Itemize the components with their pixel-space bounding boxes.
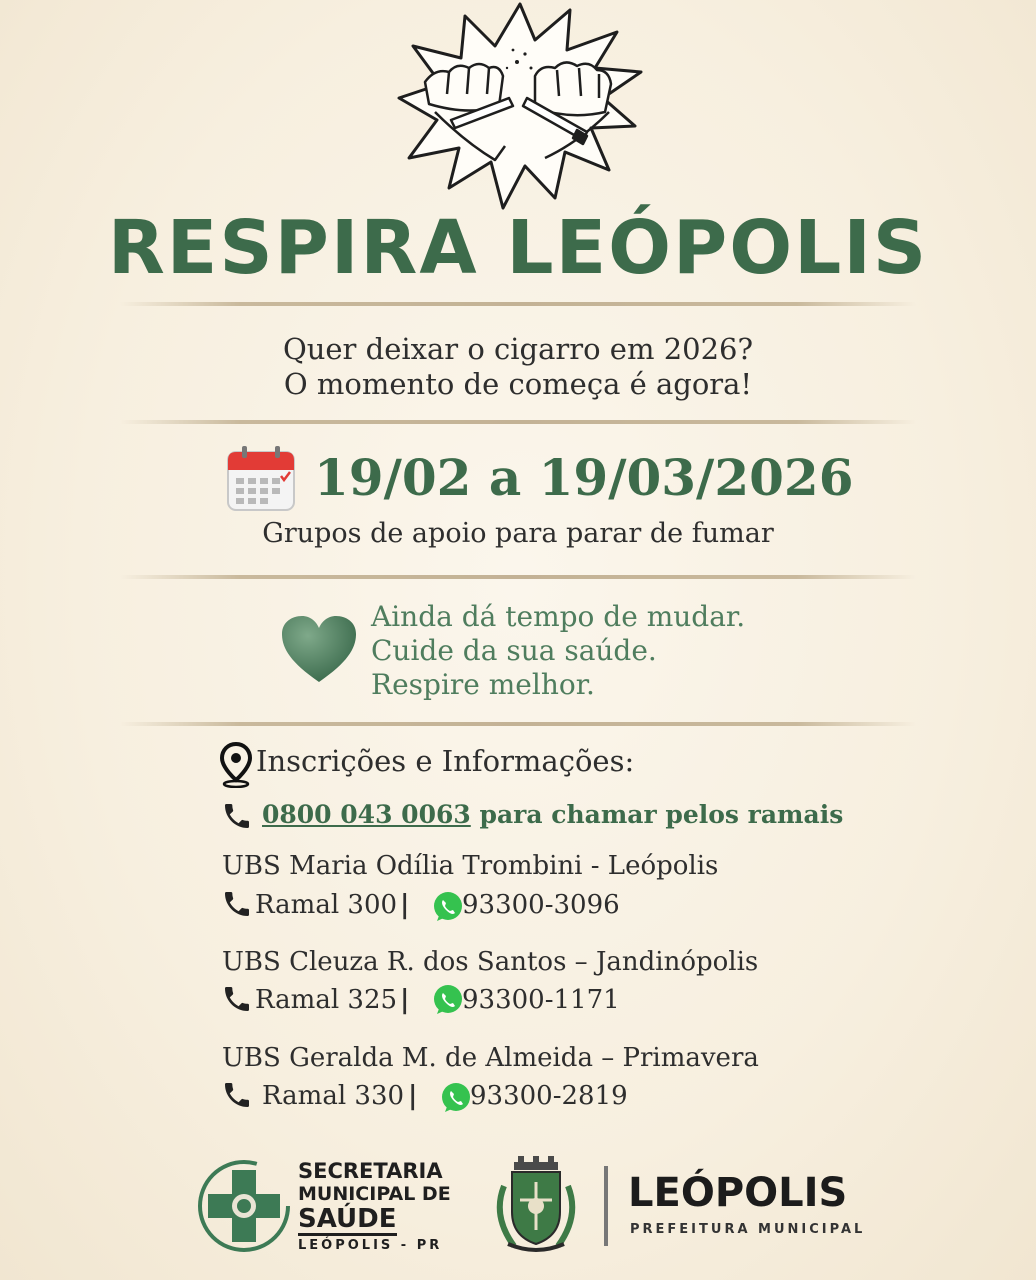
heart-icon xyxy=(280,614,358,684)
location-pin-icon xyxy=(220,742,252,788)
separator: | xyxy=(408,1081,418,1111)
whatsapp-icon xyxy=(440,1082,472,1114)
divider xyxy=(120,575,916,579)
event-dates: 19/02 a 19/03/2026 xyxy=(314,448,854,507)
motivation-line-1: Ainda dá tempo de mudar. xyxy=(371,600,746,633)
divider xyxy=(120,302,916,306)
page-title: RESPIRA LEÓPOLIS xyxy=(107,205,929,291)
main-phone-line xyxy=(262,800,843,829)
coat-of-arms-icon xyxy=(490,1156,582,1256)
phone-icon xyxy=(220,800,254,832)
city-subtitle: PREFEITURA MUNICIPAL xyxy=(630,1222,866,1237)
separator: | xyxy=(400,985,410,1015)
ubs-whatsapp: 93300-3096 xyxy=(462,890,620,920)
ubs-whatsapp: 93300-2819 xyxy=(470,1081,628,1111)
question-line-1: Quer deixar o cigarro em 2026? xyxy=(282,332,754,366)
ubs-ramal: Ramal 325 xyxy=(255,985,398,1015)
divider xyxy=(120,420,916,424)
whatsapp-icon xyxy=(432,891,464,923)
city-name: LEÓPOLIS xyxy=(628,1170,848,1216)
secretaria-line-4: LEÓPOLIS - PR xyxy=(298,1238,443,1253)
secretaria-line-3: SAÚDE xyxy=(298,1204,397,1234)
ubs-name: UBS Maria Odília Trombini - Leópolis xyxy=(222,851,719,881)
ubs-ramal: Ramal 300 xyxy=(255,890,398,920)
health-cross-logo-icon xyxy=(196,1158,292,1254)
calendar-icon xyxy=(226,446,296,512)
ubs-whatsapp: 93300-1171 xyxy=(462,985,620,1015)
whatsapp-icon xyxy=(432,984,464,1016)
secretaria-line-1: SECRETARIA xyxy=(298,1159,443,1183)
breaking-cigarette-illustration xyxy=(395,2,645,212)
secretaria-line-2: MUNICIPAL DE xyxy=(298,1183,451,1205)
phone-icon xyxy=(220,983,254,1015)
event-description: Grupos de apoio para parar de fumar xyxy=(262,518,774,549)
ubs-name: UBS Cleuza R. dos Santos – Jandinópolis xyxy=(222,947,759,977)
logo-separator xyxy=(604,1166,608,1246)
ubs-name: UBS Geralda M. de Almeida – Primavera xyxy=(222,1043,759,1073)
divider xyxy=(120,722,916,726)
contact-heading: Inscrições e Informações: xyxy=(256,744,635,778)
motivation-line-3: Respire melhor. xyxy=(371,668,595,701)
motivation-line-2: Cuide da sua saúde. xyxy=(371,634,657,667)
main-phone-suffix: para chamar pelos ramais xyxy=(470,800,844,829)
main-phone-link[interactable]: 0800 043 0063 xyxy=(262,800,471,829)
separator: | xyxy=(400,890,410,920)
phone-icon xyxy=(220,888,254,920)
phone-icon xyxy=(220,1079,254,1111)
question-line-2: O momento de começa é agora! xyxy=(283,367,753,401)
ubs-ramal: Ramal 330 xyxy=(262,1081,405,1111)
